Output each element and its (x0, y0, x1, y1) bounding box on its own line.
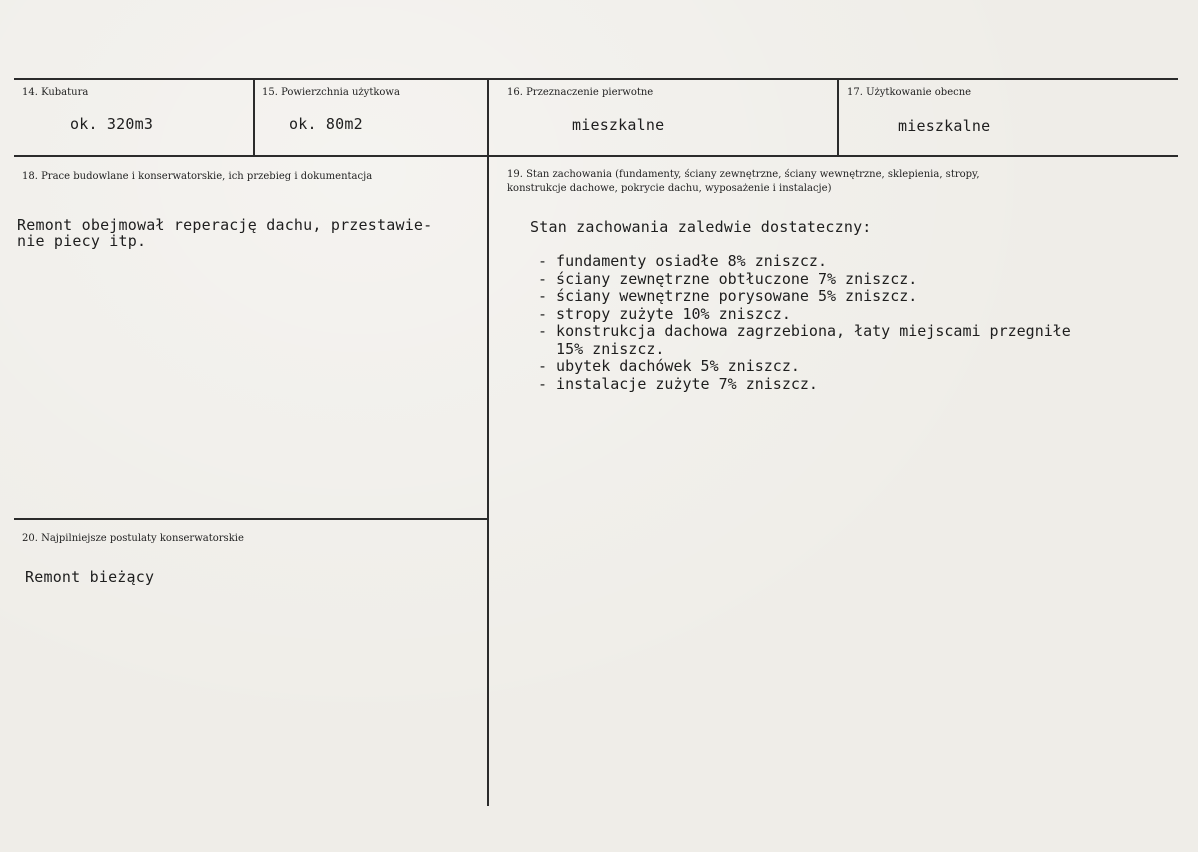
field-17-label: 17. Użytkowanie obecne (847, 87, 972, 98)
field-19-intro: Stan zachowania zaledwie dostateczny: (530, 218, 872, 236)
field-16-label: 16. Przeznaczenie pierwotne (507, 87, 654, 98)
field-18-line-2: nie piecy itp. (17, 232, 147, 250)
row-divider (14, 155, 1178, 157)
condition-item: - fundamenty osiadłe 8% zniszcz. (538, 252, 827, 270)
condition-item: - ściany zewnętrzne obtłuczone 7% zniszcz. (538, 269, 918, 288)
field-14-label: 14. Kubatura (22, 87, 89, 98)
condition-item: - ubytek dachówek 5% zniszcz. (538, 357, 800, 375)
field-19-condition-list (538, 253, 1071, 393)
condition-item: - stropy zużyte 10% zniszcz. (538, 304, 791, 323)
col-divider-2 (487, 78, 489, 806)
col-divider-1 (253, 78, 255, 156)
field-14-value: ok. 320m3 (70, 115, 154, 133)
field-16-value: mieszkalne (572, 116, 665, 134)
field-18-line-1: Remont obejmował reperację dachu, przestawie- (17, 216, 433, 234)
field-15-label: 15. Powierzchnia użytkowa (262, 87, 400, 98)
condition-item: - instalacje zużyte 7% zniszcz. (538, 374, 818, 393)
field-19-label-line-2: konstrukcje dachowe, pokrycie dachu, wyposażenie i instalacje) (507, 183, 832, 194)
condition-item: 15% zniszcz. (538, 339, 665, 358)
condition-item: - konstrukcja dachowa zagrzebiona, łaty miejscami przegniłe (538, 322, 1071, 340)
field-18-label: 18. Prace budowlane i konserwatorskie, ich przebieg i dokumentacja (22, 171, 373, 182)
condition-item: - ściany wewnętrzne porysowane 5% zniszcz. (538, 287, 918, 305)
field-20-value: Remont bieżący (25, 568, 155, 586)
field-15-value: ok. 80m2 (289, 115, 363, 133)
field-17-value: mieszkalne (898, 117, 991, 135)
section-divider-left (14, 518, 488, 520)
field-20-label: 20. Najpilniejsze postulaty konserwatorskie (22, 533, 244, 544)
col-divider-3 (837, 78, 839, 156)
top-rule (14, 78, 1178, 80)
field-19-label-line-1: 19. Stan zachowania (fundamenty, ściany zewnętrzne, ściany wewnętrzne, sklepienia, stropy, (507, 169, 980, 180)
